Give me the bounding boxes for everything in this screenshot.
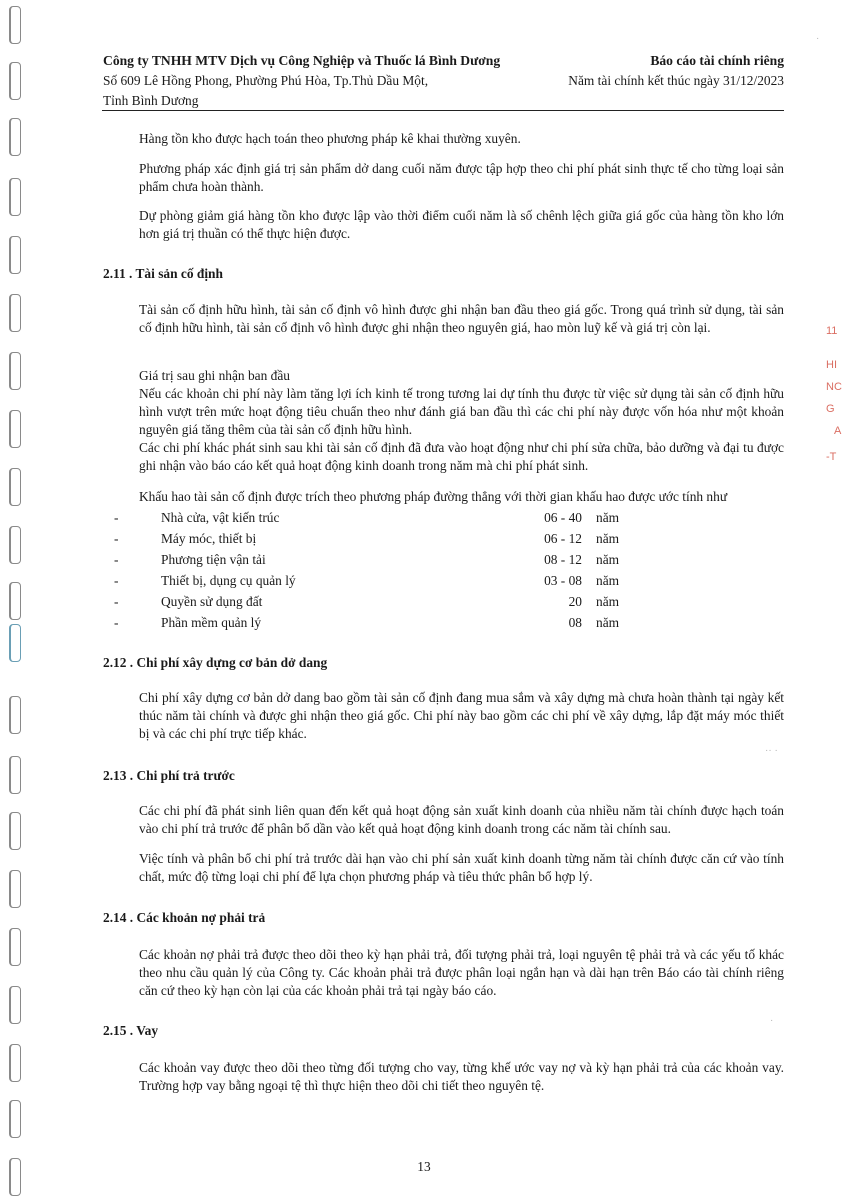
stamp-text: HI <box>826 359 837 371</box>
asset-years: 03 - 08 <box>544 573 582 588</box>
stamp-fragment <box>826 320 848 468</box>
scan-speck: ·· · <box>765 745 778 756</box>
binding-ring <box>9 410 21 448</box>
section-heading: 2.13 . Chi phí trả trước <box>103 768 235 783</box>
binding-ring <box>9 870 21 908</box>
paragraph: Các khoản nợ phải trả được theo dõi theo kỳ hạn phải trả, đối tượng phải trả, loại nguyên tệ phải trả và các yếu tố khác theo nhu cầu quản lý của Công ty. Các khoản phải trả được phân loại ngắn hạn và dài hạn trên Báo cáo tài chính riêng căn cứ theo kỳ hạn còn lại của các khoản phải trả tại ngày báo cáo. <box>139 947 784 998</box>
section-heading: 2.14 . Các khoản nợ phải trả <box>103 910 266 925</box>
asset-name: Máy móc, thiết bị <box>161 531 257 546</box>
list-dash: - <box>114 552 119 567</box>
binding-ring <box>9 756 21 794</box>
asset-name: Phần mềm quản lý <box>161 615 262 630</box>
asset-years: 08 - 12 <box>544 552 582 567</box>
binding-ring <box>9 624 21 662</box>
binding-ring <box>9 928 21 966</box>
company-address-line1: Số 609 Lê Hồng Phong, Phường Phú Hòa, Tp.Thủ Dầu Một, <box>103 73 429 88</box>
depreciation-item <box>114 530 634 548</box>
paragraph: Nếu các khoản chi phí này làm tăng lợi ích kinh tế trong tương lai dự tính thu được từ việc sử dụng tài sản cố định hữu hình vượt trên mức hoạt động tiêu chuẩn theo như đánh giá ban đầu thì các chi phí này được vốn hóa như một khoản nguyên giá tăng thêm của tài sản cố định hữu hình. <box>139 386 784 437</box>
paragraph: Tài sản cố định hữu hình, tài sản cố định vô hình được ghi nhận ban đầu theo giá gốc. Trong quá trình sử dụng, tài sản cố định hữu hình, tài sản cố định vô hình được ghi nhận theo nguyên giá, hao mòn luỹ kế và giá trị còn lại. <box>139 302 784 335</box>
header-divider <box>102 110 784 111</box>
document-header-right <box>454 51 784 91</box>
paragraph: Hàng tồn kho được hạch toán theo phương pháp kê khai thường xuyên. <box>139 131 521 146</box>
stamp-text: A <box>834 425 842 437</box>
paragraph: Dự phòng giảm giá hàng tồn kho được lập vào thời điểm cuối năm là số chênh lệch giữa giá gốc của hàng tồn kho lớn hơn giá trị thuần có thể thực hiện được. <box>139 208 784 241</box>
section-heading: 2.15 . Vay <box>103 1023 159 1038</box>
asset-unit: năm <box>596 531 620 546</box>
depreciation-item <box>114 572 634 590</box>
list-dash: - <box>114 531 119 546</box>
section-heading: 2.12 . Chi phí xây dựng cơ bản dở dang <box>103 655 328 670</box>
paragraph: Chi phí xây dựng cơ bản dở dang bao gồm tài sản cố định đang mua sắm và xây dựng mà chưa hoàn thành tại ngày kết thúc năm tài chính và được ghi nhận theo giá gốc. Chi phí này bao gồm các chi phí về xây dựng, lắp đặt máy móc thiết bị và các chi phí trực tiếp khác. <box>139 690 784 741</box>
company-name: Công ty TNHH MTV Dịch vụ Công Nghiệp và Thuốc lá Bình Dương <box>103 53 501 68</box>
binding-ring <box>9 1044 21 1082</box>
scan-speck: · <box>816 33 820 44</box>
binding-ring <box>9 1100 21 1138</box>
binding-ring <box>9 236 21 274</box>
stamp-text: G <box>826 403 835 415</box>
stamp-text: -T <box>826 451 837 463</box>
report-title: Báo cáo tài chính riêng <box>650 53 784 68</box>
paragraph: Khấu hao tài sản cố định được trích theo phương pháp đường thẳng với thời gian khấu hao được ước tính như <box>139 489 728 504</box>
binding-ring <box>9 352 21 390</box>
depreciation-item <box>114 614 634 632</box>
binding-ring <box>9 696 21 734</box>
stamp-text: 11 <box>826 325 838 337</box>
depreciation-item <box>114 593 634 611</box>
binding-rings <box>0 0 30 1200</box>
paragraph: Phương pháp xác định giá trị sản phẩm dở dang cuối năm được tập hợp theo chi phí phát sinh thực tế cho từng loại sản phẩm chưa hoàn thành. <box>139 161 784 194</box>
list-dash: - <box>114 615 119 630</box>
asset-unit: năm <box>596 510 620 525</box>
binding-ring <box>9 6 21 44</box>
paragraph: Các khoản vay được theo dõi theo từng đối tượng cho vay, từng khế ước vay nợ và kỳ hạn phải trả của các khoản vay. Trường hợp vay bằng ngoại tệ thì thực hiện theo dõi chi tiết theo nguyên tệ. <box>139 1060 784 1093</box>
binding-ring <box>9 812 21 850</box>
binding-ring <box>9 118 21 156</box>
asset-unit: năm <box>596 615 620 630</box>
asset-years: 08 <box>568 615 582 630</box>
scan-speck: · <box>770 1015 774 1026</box>
company-address-line2: Tỉnh Bình Dương <box>103 93 199 108</box>
binding-ring <box>9 294 21 332</box>
asset-name: Nhà cửa, vật kiến trúc <box>161 510 280 525</box>
stamp-text: NC <box>826 381 842 393</box>
section-heading: 2.11 . Tài sản cố định <box>103 266 223 281</box>
list-dash: - <box>114 594 119 609</box>
asset-years: 06 - 40 <box>544 510 582 525</box>
binding-ring <box>9 178 21 216</box>
list-dash: - <box>114 573 119 588</box>
asset-years: 20 <box>568 594 582 609</box>
binding-ring <box>9 582 21 620</box>
asset-unit: năm <box>596 573 620 588</box>
binding-ring <box>9 62 21 100</box>
asset-years: 06 - 12 <box>544 531 582 546</box>
paragraph: Các chi phí đã phát sinh liên quan đến kết quả hoạt động sản xuất kinh doanh của nhiều năm tài chính được hạch toán vào chi phí trả trước để phân bổ dần vào kết quả hoạt động kinh doanh trong các năm tài chính sau. <box>139 803 784 836</box>
asset-unit: năm <box>596 552 620 567</box>
depreciation-item <box>114 551 634 569</box>
asset-name: Quyền sử dụng đất <box>161 594 263 609</box>
depreciation-item <box>114 509 634 527</box>
binding-ring <box>9 468 21 506</box>
page-number: 13 <box>417 1159 431 1174</box>
paragraph: Các chi phí khác phát sinh sau khi tài sản cố định đã đưa vào hoạt động như chi phí sửa chữa, bảo dưỡng và đại tu được ghi nhận vào báo cáo kết quả hoạt động kinh doanh trong năm mà chi phí phát sinh. <box>139 440 784 473</box>
binding-ring <box>9 986 21 1024</box>
fiscal-year: Năm tài chính kết thúc ngày 31/12/2023 <box>568 73 784 88</box>
asset-name: Thiết bị, dụng cụ quản lý <box>161 573 296 588</box>
asset-name: Phương tiện vận tải <box>161 552 266 567</box>
asset-unit: năm <box>596 594 620 609</box>
binding-ring <box>9 526 21 564</box>
list-dash: - <box>114 510 119 525</box>
paragraph-subtitle: Giá trị sau ghi nhận ban đầu <box>139 368 290 383</box>
paragraph: Việc tính và phân bổ chi phí trả trước dài hạn vào chi phí sản xuất kinh doanh từng năm tài chính được căn cứ vào tính chất, mức độ từng loại chi phí để lựa chọn phương pháp và tiêu thức phân bổ hợp lý. <box>139 851 784 884</box>
